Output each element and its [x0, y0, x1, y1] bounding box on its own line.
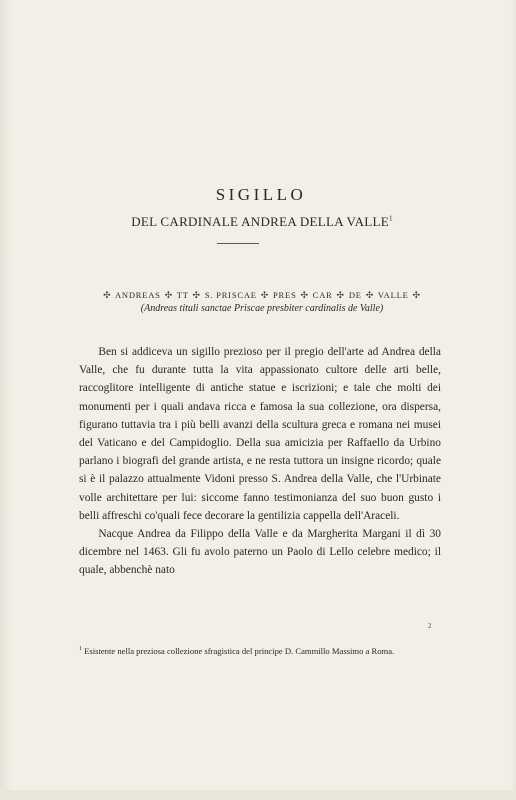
inscription-separator-icon: ✣ [192, 290, 201, 300]
title-divider [217, 243, 259, 244]
inscription-separator-icon: ✣ [164, 290, 173, 300]
inscription-separator-icon: ✣ [300, 290, 309, 300]
subtitle-text: DEL CARDINALE ANDREA DELLA VALLE [131, 214, 389, 229]
inscription-separator-icon: ✣ [336, 290, 345, 300]
inscription-separator-icon: ✣ [412, 290, 421, 300]
inscription-word: S. PRISCAE [204, 290, 257, 300]
page-bottom-edge [0, 790, 516, 800]
body-paragraph: Nacque Andrea da Filippo della Valle e da Margherita Margani il dì 30 dicembre nel 1463. Gli fu avolo paterno un Paolo di Lello celebre medico; il quale, abbenchè nato [79, 528, 441, 577]
page-right-edge [510, 0, 516, 800]
footnote [79, 643, 441, 658]
inscription-word: PRES [272, 290, 297, 300]
inscription-word: ANDREAS [114, 290, 161, 300]
inscription-word: DE [348, 290, 362, 300]
body-paragraph: Ben si addiceva un sigillo prezioso per il pregio dell'arte ad Andrea della Valle, che fu durante tutta la vita appassionato cultore delle arti belle, raccoglitore intelligente di antiche statue e iscrizioni; e tale che molti dei monumenti per i quali andava ricca e famosa la sua collezione, ora dispersa, figurano tuttavia tra i più belli avanzi della scultura greca e romana nei musei del Vaticano e del Campidoglio. Della sua amicizia per Raffaello da Urbino parlano i biografi del grande artista, e ne resta tuttora un insigne ricordo; quale si è il palazzo attualmente Vidoni presso S. Andrea della Valle, che l'Urbinate volle architettare per lui: siccome fanno testimonianza del suo buon gusto i belli affreschi co'quali fece decorare la gentilizia cappella dell'Araceli. [79, 346, 441, 522]
footnote-text: Esistente nella preziosa collezione sfragistica del principe D. Cammillo Massimo a Roma. [84, 645, 395, 656]
seal-inscription [0, 290, 516, 301]
inscription-word: VALLE [377, 290, 409, 300]
inscription-translation: (Andreas tituli sanctae Priscae presbiter cardinalis de Valle) [140, 303, 384, 314]
footnote-mark: 1 [79, 646, 82, 652]
inscription-word: TT [176, 290, 189, 300]
inscription-separator-icon: ✣ [103, 290, 112, 300]
page-left-edge [0, 0, 12, 800]
inscription-word: CAR [312, 290, 333, 300]
page-subtitle [0, 214, 516, 230]
inscription-separator-icon: ✣ [260, 290, 270, 300]
inscription-separator-icon: ✣ [365, 290, 375, 300]
body-text [79, 343, 441, 580]
page-title: SIGILLO [215, 185, 307, 204]
subtitle-footnote-mark: 1 [388, 214, 393, 223]
signature-mark: 2 [428, 622, 432, 630]
